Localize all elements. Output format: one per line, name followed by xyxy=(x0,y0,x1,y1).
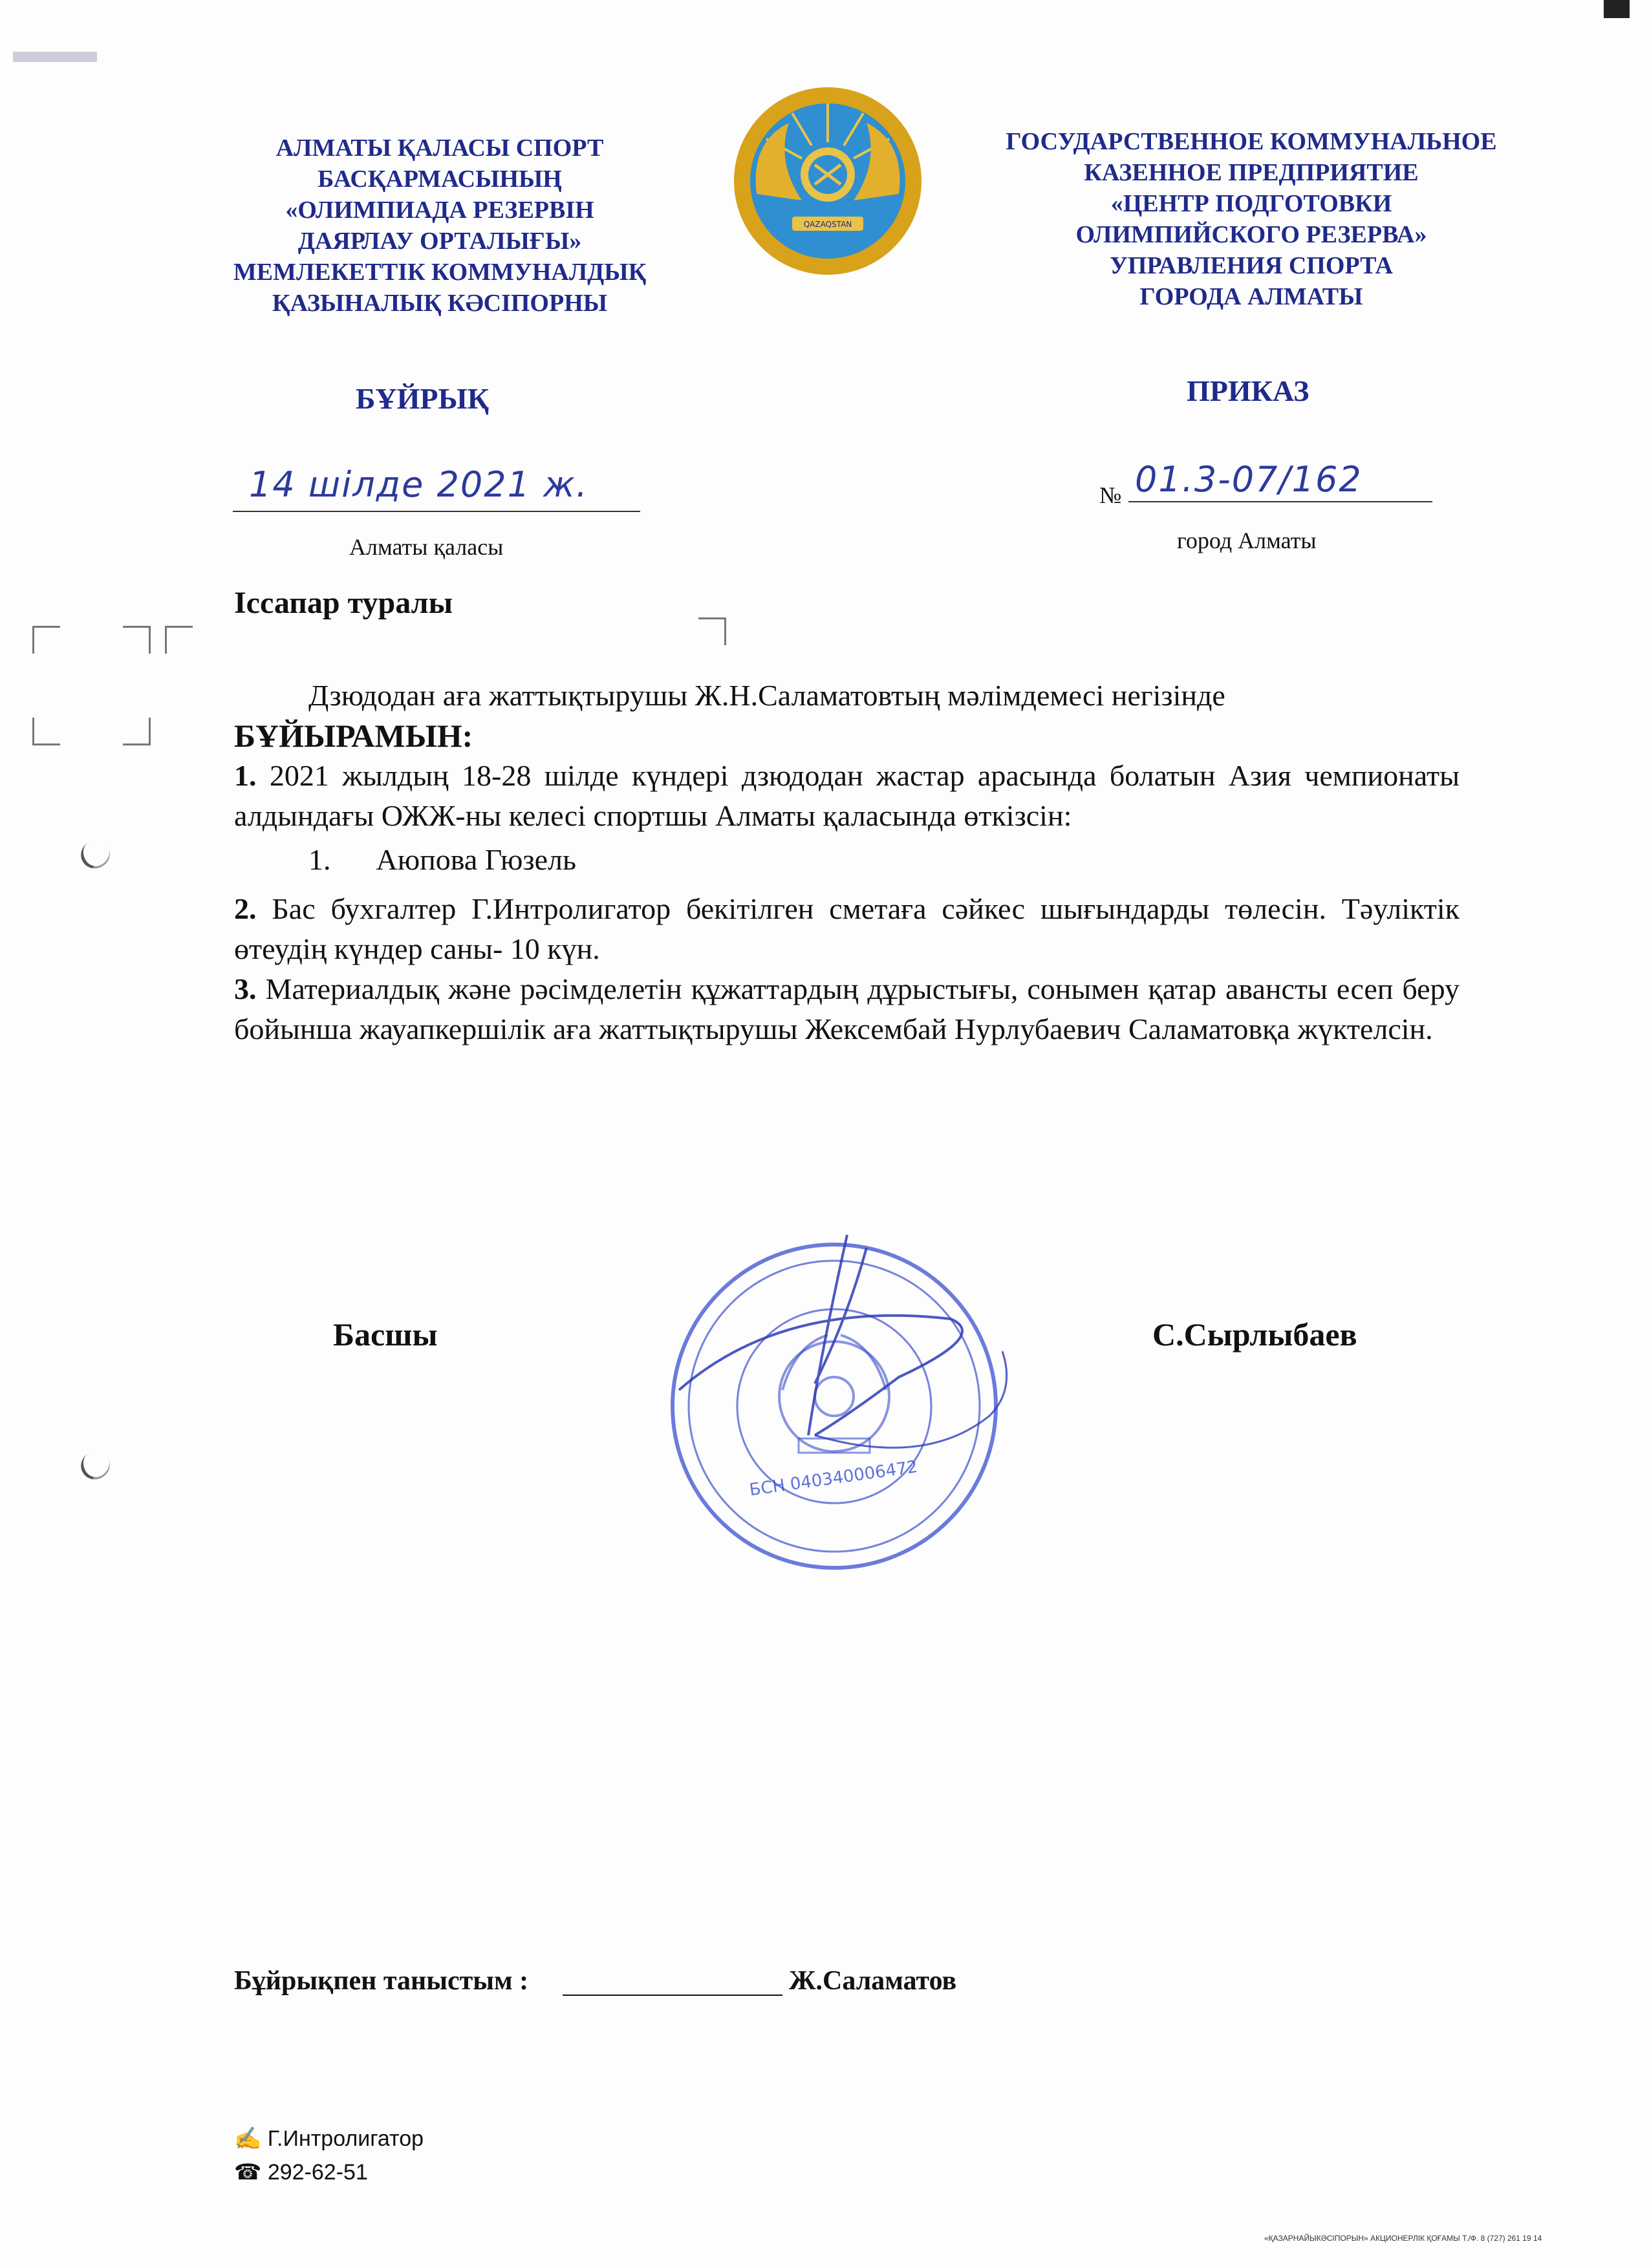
athlete-name: Аюпова Гюзель xyxy=(376,843,576,876)
subject-line: Іссапар туралы xyxy=(234,586,453,620)
item-2-text: Бас бухгалтер Г.Интролигатор бекітілген сметаға сәйкес шығындарды төлесін. Тәуліктік өтеудің күндер саны- 10 күн. xyxy=(234,892,1460,965)
footer-phone-row xyxy=(234,2159,368,2185)
athlete-entry xyxy=(234,840,1460,880)
header-kz-line: БАСҚАРМАСЫНЫҢ xyxy=(318,166,562,193)
punch-hole xyxy=(76,835,114,874)
item-1-text: 2021 жылдың 18-28 шілде күндері дзюдодан жастар арасында болатын Азия чемпионаты алдындағы ОЖЖ-ны келесі спортшы Алматы қаласында өткізсін: xyxy=(234,759,1460,832)
corner-mark xyxy=(123,626,151,654)
signature-name: С.Сырлыбаев xyxy=(1152,1316,1357,1353)
header-ru-line: УПРАВЛЕНИЯ СПОРТА xyxy=(1110,252,1393,279)
corner-mark xyxy=(32,718,60,745)
emblem-text: QAZAQSTAN xyxy=(803,220,852,229)
header-ru-line: «ЦЕНТР ПОДГОТОВКИ xyxy=(1110,190,1392,217)
phone-icon: ☎ xyxy=(234,2160,262,2185)
scan-mark xyxy=(1604,0,1630,18)
header-kz-line: АЛМАТЫ ҚАЛАСЫ СПОРТ xyxy=(275,134,604,162)
handwritten-date: 14 шілде 2021 ж. xyxy=(249,464,588,505)
order-word: БҰЙЫРАМЫН: xyxy=(234,718,473,754)
corner-mark xyxy=(165,626,193,654)
acknowledgement-label: Бұйрықпен таныстым : xyxy=(234,1966,529,1996)
item-2 xyxy=(234,889,1460,969)
item-3-number: 3. xyxy=(234,972,257,1005)
item-1 xyxy=(234,756,1460,836)
signature-position: Басшы xyxy=(333,1316,438,1353)
punch-hole xyxy=(76,1446,114,1485)
number-underline xyxy=(1128,501,1432,502)
header-kz-line: ДАЯРЛАУ ОРТАЛЫҒЫ» xyxy=(297,228,582,255)
acknowledgement-signature-line xyxy=(563,1995,782,1996)
header-ru-line: ГОСУДАРСТВЕННОЕ КОММУНАЛЬНОЕ xyxy=(1006,128,1497,155)
header-kz-org xyxy=(200,133,679,319)
ru-title: ПРИКАЗ xyxy=(1187,374,1310,407)
header-ru-org xyxy=(970,126,1533,312)
header-ru-line: ОЛИМПИЙСКОГО РЕЗЕРВА» xyxy=(1075,221,1427,248)
footer-phone: 292-62-51 xyxy=(267,2160,368,2185)
header-ru-line: КАЗЕННОЕ ПРЕДПРИЯТИЕ xyxy=(1084,159,1419,186)
acknowledgement-name: Ж.Саламатов xyxy=(789,1966,957,1996)
athlete-number: 1. xyxy=(308,843,331,876)
footer-executor: Г.Интролигатор xyxy=(267,2126,424,2151)
header-kz-line: «ОЛИМПИАДА РЕЗЕРВІН xyxy=(285,197,594,224)
intro-paragraph: Дзюдодан аға жаттықтырушы Ж.Н.Саламатовтың мәлімдемесі негізінде xyxy=(308,679,1225,712)
item-1-number: 1. xyxy=(234,759,257,792)
item-2-number: 2. xyxy=(234,892,257,925)
kz-title: БҰЙРЫҚ xyxy=(356,382,490,415)
handwritten-number: 01.3-07/162 xyxy=(1135,459,1363,500)
item-3-text: Материалдық және рәсімделетін құжаттардың дұрыстығы, сонымен қатар авансты есеп беру бойынша жауапкершілік аға жаттықтырушы Жексембай Нурлубаевич Саламатовқа жүктелсін. xyxy=(234,972,1460,1045)
corner-mark xyxy=(32,626,60,654)
kz-city: Алматы қаласы xyxy=(349,534,504,560)
header-kz-line: МЕМЛЕКЕТТІК КОММУНАЛДЫҚ xyxy=(233,259,647,286)
corner-mark xyxy=(123,718,151,745)
scan-mark xyxy=(13,52,97,62)
pen-icon: ✍ xyxy=(234,2126,262,2151)
item-3 xyxy=(234,969,1460,1049)
corner-mark xyxy=(698,617,726,645)
state-emblem-icon xyxy=(731,84,925,278)
footer-executor-row xyxy=(234,2126,424,2152)
official-stamp-icon xyxy=(653,1222,1015,1584)
header-kz-line: ҚАЗЫНАЛЫҚ КӘСІПОРНЫ xyxy=(272,290,608,317)
date-underline xyxy=(233,511,640,512)
number-prefix: № xyxy=(1099,482,1122,508)
printer-note: «ҚАЗАРНАЙЫКӘСІПОРЫН» АКЦИОНЕРЛІК ҚОҒАМЫ Т./Ф. 8 (727) 261 19 14 xyxy=(1264,2234,1542,2243)
stamp-bin: БСН 040340006472 xyxy=(748,1457,919,1501)
header-ru-line: ГОРОДА АЛМАТЫ xyxy=(1139,283,1363,310)
order-body xyxy=(234,676,1460,1049)
ru-city: город Алматы xyxy=(1177,528,1317,553)
